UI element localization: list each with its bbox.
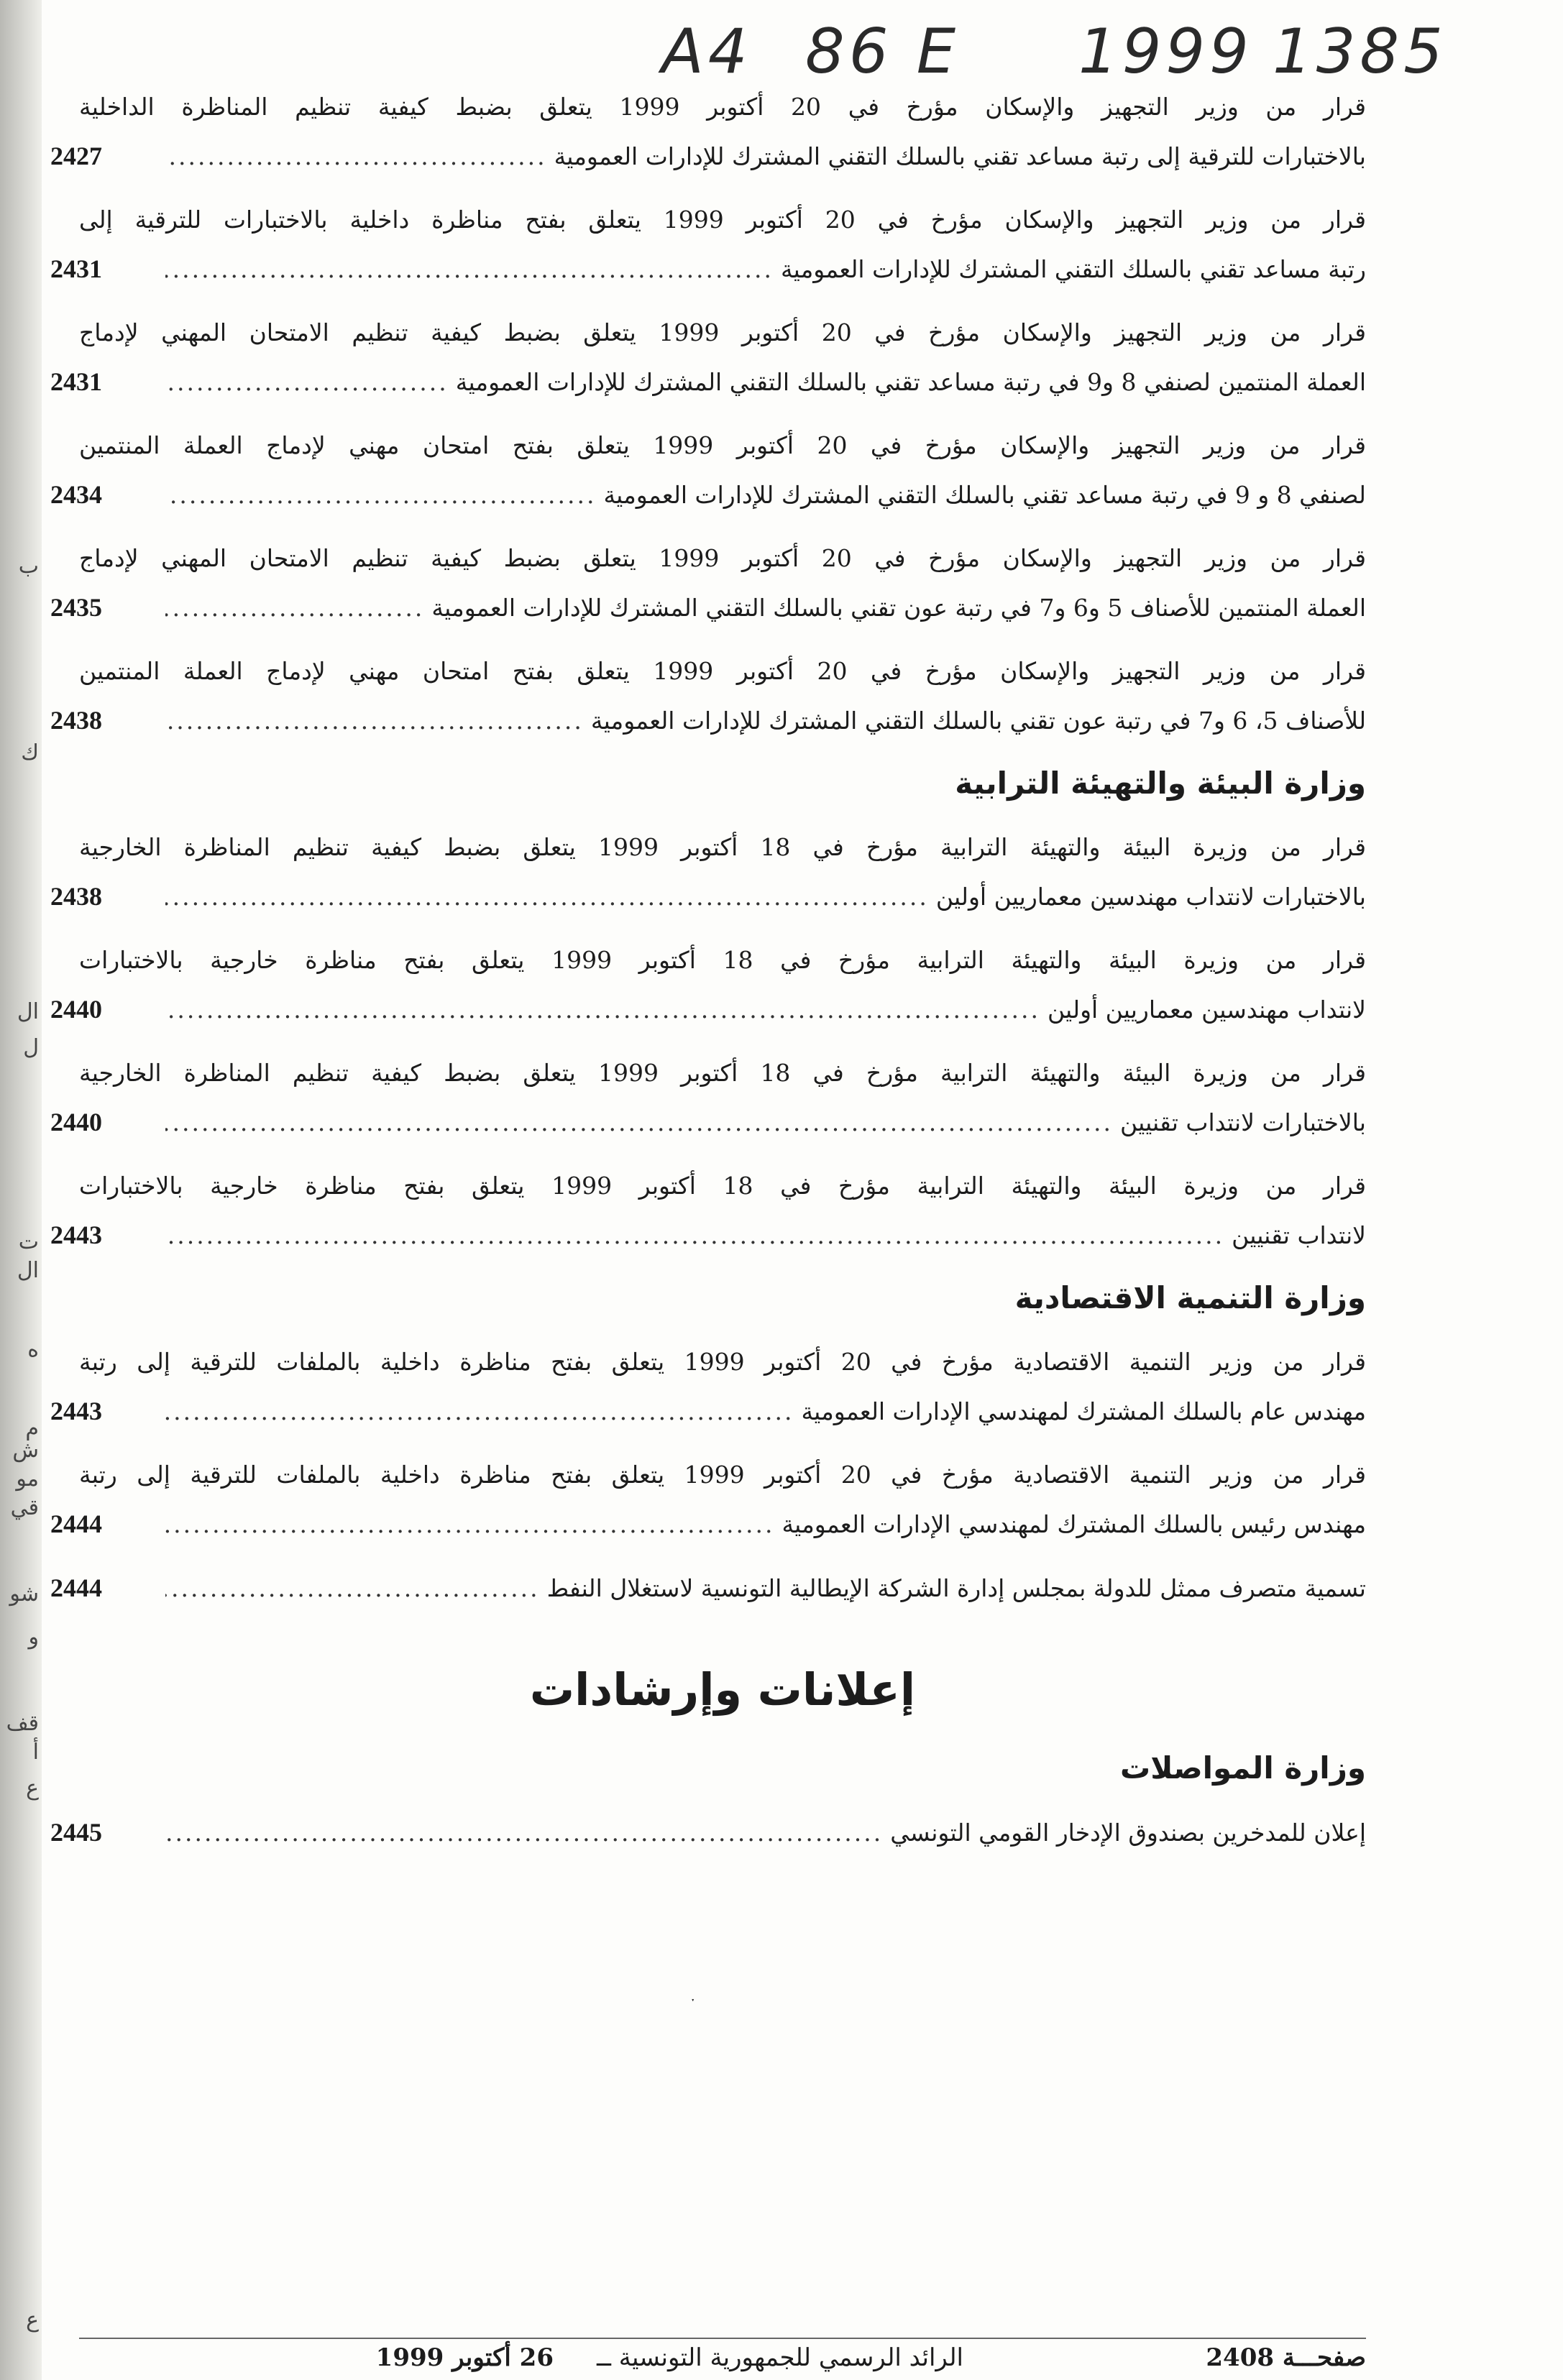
entry-text: مهندس عام بالسلك المشترك لمهندسي الإدارات العمومية <box>801 1397 1366 1425</box>
toc-entry <box>50 647 1366 745</box>
issue-date: 26 أكتوبر 1999 <box>375 2343 554 2372</box>
edge-text-fragment: قف <box>6 1711 39 1736</box>
edge-text-fragment: ال <box>17 1258 39 1283</box>
footer-rule <box>79 2338 1366 2339</box>
entry-title-line: قرار من وزير التجهيز والإسكان مؤرخ في 20 أكتوبر 1999 يتعلق بفتح مناظرة داخلية بالاختبارات للترقية إلى <box>79 206 1366 234</box>
toc-entry <box>50 823 1366 922</box>
entry-text: إعلان للمدخرين بصندوق الإدخار القومي التونسي <box>890 1819 1366 1847</box>
entry-last-line <box>50 985 1366 1034</box>
leader-dots <box>165 1211 1224 1260</box>
ink-speck: ˑ <box>690 1993 696 2011</box>
entry-page-number: 2427 <box>50 142 102 170</box>
entry-last-line <box>50 132 1366 181</box>
toc-entry <box>50 534 1366 633</box>
leader-dots <box>165 1387 794 1436</box>
ministry-heading: وزارة البيئة والتهيئة الترابية <box>955 766 1366 801</box>
entry-text: العملة المنتمين للأصناف 5 و6 و7 في رتبة عون تقني بالسلك التقني المشترك للإدارات العمومية <box>431 594 1366 622</box>
entry-text: لانتداب مهندسين معماريين أولين <box>1047 996 1366 1024</box>
entry-title-line: قرار من وزير التنمية الاقتصادية مؤرخ في 20 أكتوبر 1999 يتعلق بفتح مناظرة داخلية بالملفات للترقية إلى رتبة <box>79 1348 1366 1376</box>
edge-text-fragment: ش <box>12 1438 39 1463</box>
toc-entry <box>50 1563 1366 1613</box>
edge-text-fragment: ل <box>23 1035 39 1060</box>
edge-text-fragment: مو <box>16 1466 39 1492</box>
entry-text: العملة المنتمين لصنفي 8 و9 في رتبة مساعد تقني بالسلك التقني المشترك للإدارات العمومية <box>455 368 1366 396</box>
journal-name: الرائد الرسمي للجمهورية التونسية ــ <box>597 2343 963 2372</box>
entry-last-line <box>50 583 1366 633</box>
edge-text-fragment: شو <box>9 1581 39 1607</box>
edge-text-fragment: ك <box>21 740 39 766</box>
toc-entry <box>50 1451 1366 1549</box>
entry-last-line <box>50 1387 1366 1436</box>
entry-title-line: قرار من وزير التجهيز والإسكان مؤرخ في 20 أكتوبر 1999 يتعلق بفتح امتحان مهني لإدماج العملة المنتمين <box>79 431 1366 459</box>
entry-last-line <box>50 244 1366 294</box>
entry-last-line <box>50 1563 1366 1613</box>
edge-text-fragment: أ <box>32 1740 39 1765</box>
edge-text-fragment: ه <box>27 1337 39 1362</box>
entry-title-line: قرار من وزيرة البيئة والتهيئة الترابية مؤرخ في 18 أكتوبر 1999 يتعلق بفتح مناظرة خارجية بالاختبارات <box>79 946 1366 974</box>
entry-title-line: قرار من وزير التجهيز والإسكان مؤرخ في 20 أكتوبر 1999 يتعلق بضبط كيفية تنظيم الامتحان المهني لإدماج <box>79 318 1366 346</box>
entry-text: تسمية متصرف ممثل للدولة بمجلس إدارة الشركة الإيطالية التونسية لاستغلال النفط <box>546 1574 1366 1602</box>
entry-text: بالاختبارات لانتداب مهندسين معماريين أولين <box>935 883 1366 911</box>
leader-dots <box>165 1564 540 1613</box>
entry-page-number: 2443 <box>50 1397 102 1425</box>
leader-dots <box>165 584 424 633</box>
ministry-heading: وزارة المواصلات <box>1119 1750 1366 1786</box>
entry-text: رتبة مساعد تقني بالسلك التقني المشترك للإدارات العمومية <box>780 255 1366 283</box>
edge-text-fragment: ال <box>17 999 39 1024</box>
leader-dots <box>165 985 1040 1034</box>
leader-dots <box>165 132 547 181</box>
entry-text: مهندس رئيس بالسلك المشترك لمهندسي الإدارات العمومية <box>782 1510 1366 1538</box>
entry-last-line <box>50 1808 1366 1857</box>
entry-title-line: قرار من وزيرة البيئة والتهيئة الترابية مؤرخ في 18 أكتوبر 1999 يتعلق بضبط كيفية تنظيم المناظرة الخارجية <box>79 833 1366 861</box>
toc-entry <box>50 1338 1366 1436</box>
entry-title-line: قرار من وزيرة البيئة والتهيئة الترابية مؤرخ في 18 أكتوبر 1999 يتعلق بضبط كيفية تنظيم المناظرة الخارجية <box>79 1059 1366 1087</box>
entry-page-number: 2444 <box>50 1573 102 1602</box>
page-footer <box>79 2343 1366 2379</box>
leader-dots <box>165 1500 774 1549</box>
entry-title-line: قرار من وزير التجهيز والإسكان مؤرخ في 20 أكتوبر 1999 يتعلق بضبط كيفية تنظيم الامتحان المهني لإدماج <box>79 544 1366 572</box>
entry-page-number: 2438 <box>50 706 102 735</box>
entry-page-number: 2440 <box>50 1108 102 1136</box>
edge-text-fragment: قي <box>10 1495 39 1520</box>
entry-page-number: 2438 <box>50 882 102 911</box>
entry-title-line: قرار من وزير التجهيز والإسكان مؤرخ في 20 أكتوبر 1999 يتعلق بفتح امتحان مهني لإدماج العملة المنتمين <box>79 657 1366 685</box>
entry-last-line <box>50 872 1366 922</box>
entry-text: لصنفي 8 و 9 في رتبة مساعد تقني بالسلك التقني المشترك للإدارات العمومية <box>603 481 1366 509</box>
edge-text-fragment: ع <box>26 2307 39 2333</box>
entry-title-line: قرار من وزير التجهيز والإسكان مؤرخ في 20 أكتوبر 1999 يتعلق بضبط كيفية تنظيم المناظرة الداخلية <box>79 93 1366 121</box>
entry-page-number: 2431 <box>50 254 102 283</box>
edge-text-fragment: ب <box>18 553 39 579</box>
leader-dots <box>165 1098 1113 1147</box>
edge-text-fragment: م <box>25 1416 39 1441</box>
handwritten-text-4: 1385 <box>1273 16 1447 88</box>
entry-title-line: قرار من وزير التنمية الاقتصادية مؤرخ في 20 أكتوبر 1999 يتعلق بفتح مناظرة داخلية بالملفات للترقية إلى رتبة <box>79 1461 1366 1489</box>
entry-page-number: 2434 <box>50 480 102 509</box>
entry-last-line <box>50 1210 1366 1260</box>
handwritten-text-3: 1999 <box>1078 16 1253 88</box>
toc-entry <box>50 308 1366 407</box>
toc-entry <box>50 196 1366 294</box>
entry-last-line <box>50 1098 1366 1147</box>
entry-page-number: 2440 <box>50 995 102 1024</box>
toc-entry <box>50 936 1366 1034</box>
entry-last-line <box>50 357 1366 407</box>
page-number: صفحـــة 2408 <box>1206 2343 1366 2372</box>
entry-text: لانتداب تقنيين <box>1232 1221 1366 1249</box>
adjacent-page-edge <box>0 0 42 2380</box>
ministry-heading: وزارة التنمية الاقتصادية <box>1014 1280 1366 1315</box>
entry-text: للأصناف 5، 6 و7 في رتبة عون تقني بالسلك التقني المشترك للإدارات العمومية <box>590 707 1366 735</box>
leader-dots <box>165 358 449 407</box>
toc-entry <box>50 83 1366 181</box>
entry-text: بالاختبارات لانتداب تقنيين <box>1120 1108 1366 1136</box>
toc-entry <box>50 1049 1366 1147</box>
toc-entry <box>50 421 1366 520</box>
announcements-heading: إعلانات وإرشادات <box>529 1663 916 1716</box>
entry-last-line <box>50 1499 1366 1549</box>
entry-title-line: قرار من وزيرة البيئة والتهيئة الترابية مؤرخ في 18 أكتوبر 1999 يتعلق بفتح مناظرة خارجية بالاختبارات <box>79 1172 1366 1200</box>
entry-last-line <box>50 470 1366 520</box>
edge-text-fragment: و <box>28 1625 39 1650</box>
toc-entry <box>50 1808 1366 1857</box>
entry-page-number: 2431 <box>50 367 102 396</box>
entry-page-number: 2443 <box>50 1221 102 1249</box>
leader-dots <box>165 1809 883 1857</box>
toc-entry <box>50 1162 1366 1260</box>
entry-text: بالاختبارات للترقية إلى رتبة مساعد تقني بالسلك التقني المشترك للإدارات العمومية <box>554 142 1366 170</box>
leader-dots <box>165 873 929 922</box>
entry-page-number: 2444 <box>50 1510 102 1538</box>
entry-last-line <box>50 696 1366 745</box>
edge-text-fragment: ت <box>18 1229 39 1254</box>
entry-page-number: 2445 <box>50 1818 102 1847</box>
leader-dots <box>165 471 596 520</box>
leader-dots <box>165 697 584 745</box>
leader-dots <box>165 245 774 294</box>
entry-page-number: 2435 <box>50 593 102 622</box>
handwritten-text-1: A4 <box>661 16 752 88</box>
edge-text-fragment: ع <box>26 1775 39 1801</box>
handwritten-text-2: 86 E <box>805 16 961 88</box>
table-of-contents <box>50 83 1366 1872</box>
